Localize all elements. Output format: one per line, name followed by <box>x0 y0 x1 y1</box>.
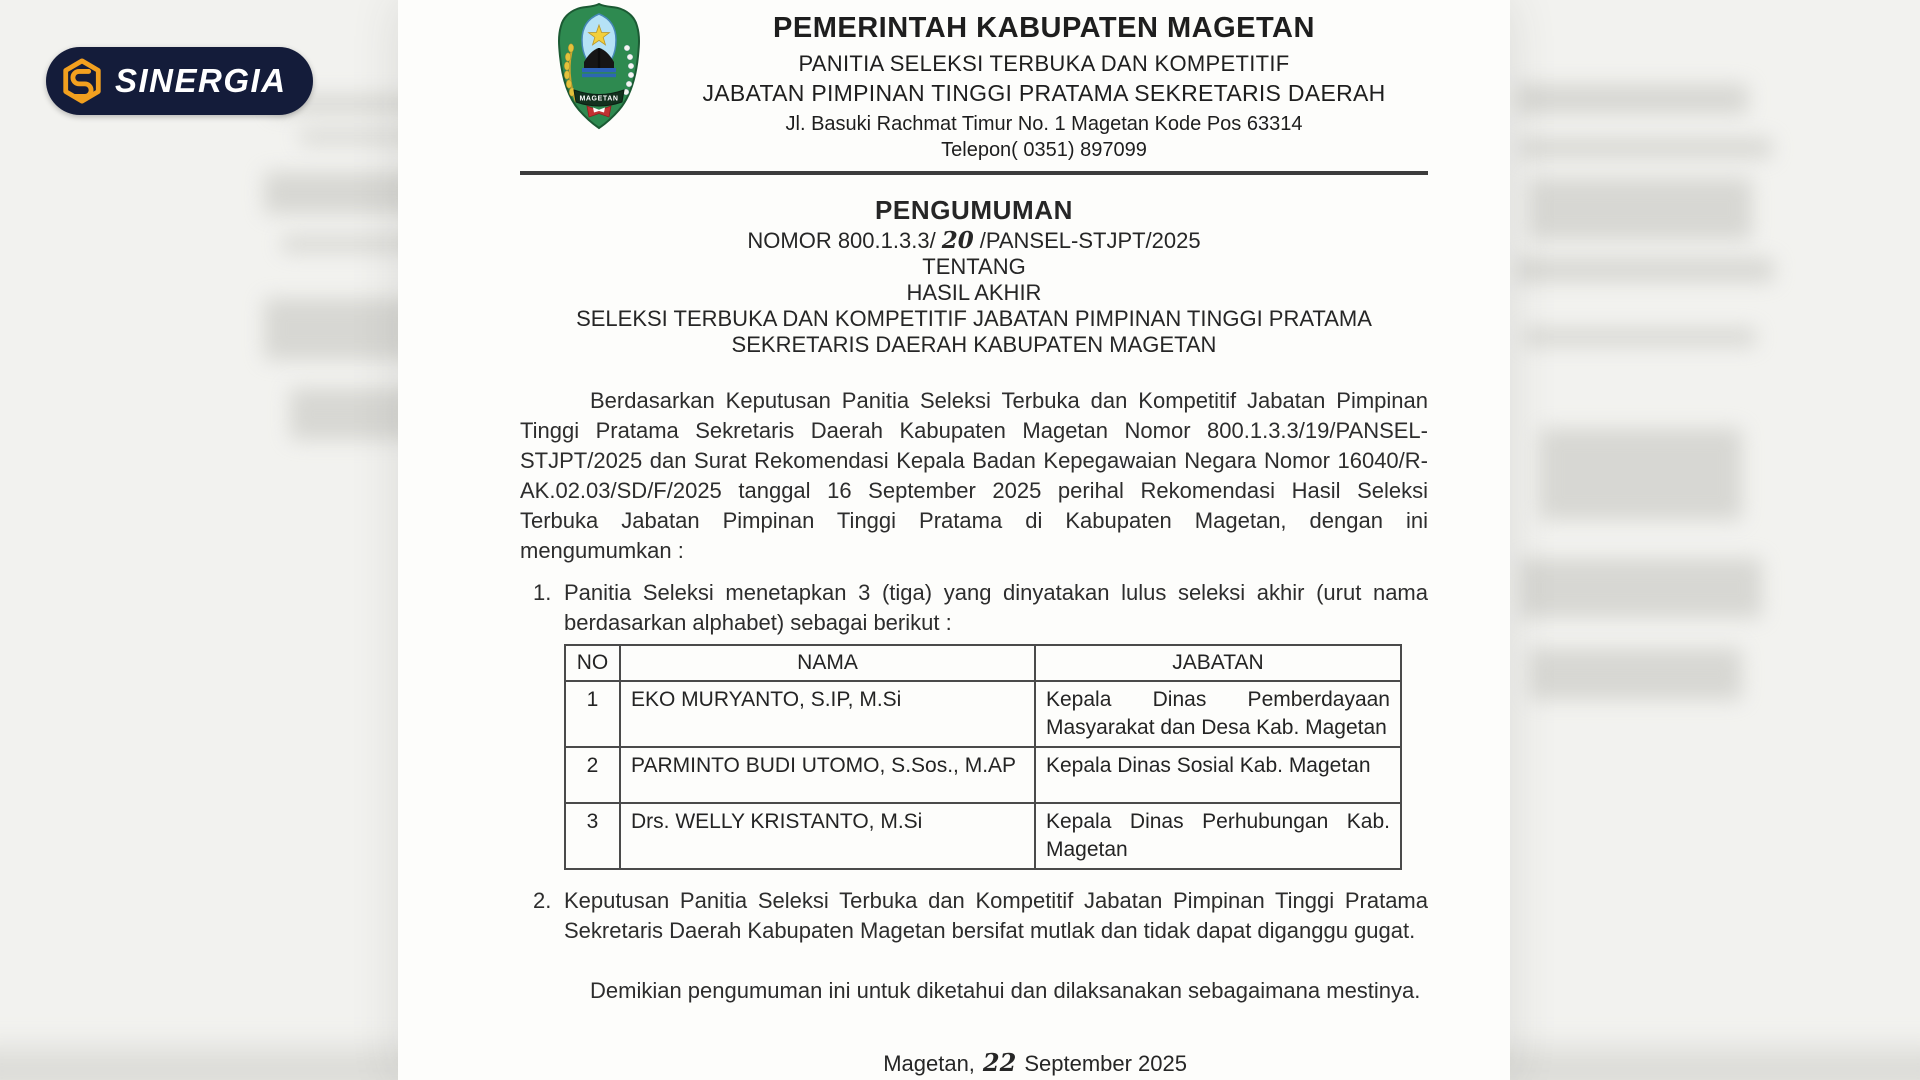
table-header-row <box>565 645 1401 681</box>
announcement-document <box>398 0 1510 1080</box>
tentang-line: TENTANG <box>922 254 1026 279</box>
place-date-line <box>520 1048 1428 1077</box>
number-handwritten: 20 <box>941 227 974 254</box>
number-suffix: /PANSEL-STJPT/2025 <box>979 228 1201 253</box>
cell-no: 3 <box>565 803 620 869</box>
letterhead-phone: Telepon( 0351) 897099 <box>941 139 1147 161</box>
sinergia-s-icon <box>59 58 105 104</box>
sinergia-logo <box>46 47 313 115</box>
list-item-1-text: Panitia Seleksi menetapkan 3 (tiga) yang dinyatakan lulus seleksi akhir (urut nama berdasarkan alphabet) sebagai berikut : <box>564 580 1428 635</box>
table-row <box>565 803 1401 869</box>
crest-banner-label: MAGETAN <box>579 95 619 103</box>
announcement-heading: PENGUMUMAN <box>874 195 1074 225</box>
cell-jabatan: Kepala Dinas Perhubungan Kab. Magetan <box>1035 803 1401 869</box>
letterhead-government-name: PEMERINTAH KABUPATEN MAGETAN <box>773 12 1315 44</box>
announcement-number-line <box>520 228 1428 254</box>
cell-nama: Drs. WELLY KRISTANTO, M.Si <box>620 803 1035 869</box>
sinergia-logo-text: SINERGIA <box>115 62 287 99</box>
subject-line-1: HASIL AKHIR <box>906 280 1042 305</box>
letterhead-divider <box>520 171 1428 175</box>
list-item-2-text: Keputusan Panitia Seleksi Terbuka dan Kompetitif Jabatan Pimpinan Tinggi Pratama Sekretaris Daerah Kabupaten Magetan bersifat mutlak dan tidak dapat diganggu gugat. <box>564 888 1428 943</box>
cell-no: 2 <box>565 747 620 803</box>
magetan-crest-emblem <box>548 2 650 130</box>
opening-paragraph: Berdasarkan Keputusan Panitia Seleksi Terbuka dan Kompetitif Jabatan Pimpinan Tinggi Pratama Sekretaris Daerah Kabupaten Magetan Nomor 800.1.3.3/19/PANSEL-STJPT/2025 dan Surat Rekomendasi Kepala Badan Kepegawaian Negara Nomor 16040/R-AK.02.03/SD/F/2025 tanggal 16 September 2025 perihal Rekomendasi Hasil Seleksi Terbuka Jabatan Pimpinan Tinggi Pratama di Kabupaten Magetan, dengan ini mengumumkan : <box>520 388 1428 563</box>
selection-results-table <box>564 644 1402 870</box>
list-item-2 <box>520 886 1428 946</box>
blur-fragment <box>1516 258 1774 282</box>
date-month-year: September 2025 <box>1024 1051 1187 1076</box>
number-prefix: NOMOR 800.1.3.3/ <box>747 228 936 253</box>
blur-fragment <box>1540 428 1742 520</box>
cell-nama: EKO MURYANTO, S.IP, M.Si <box>620 681 1035 747</box>
blur-fragment <box>1520 138 1772 158</box>
letterhead-address: Jl. Basuki Rachmat Timur No. 1 Magetan Kode Pos 63314 <box>785 113 1303 135</box>
blur-fragment <box>1530 648 1742 700</box>
letterhead-committee-line1: PANITIA SELEKSI TERBUKA DAN KOMPETITIF <box>798 51 1290 76</box>
letterhead-committee-line2: JABATAN PIMPINAN TINGGI PRATAMA SEKRETARIS DAERAH <box>702 80 1386 106</box>
letter-content <box>520 197 1428 1077</box>
blur-fragment <box>1530 178 1752 240</box>
list-item-2-marker: 2. <box>533 888 552 913</box>
table-row <box>565 681 1401 747</box>
subject-line-2: SELEKSI TERBUKA DAN KOMPETITIF JABATAN PIMPINAN TINGGI PRATAMA <box>576 306 1372 331</box>
cell-jabatan: Kepala Dinas Pemberdayaan Masyarakat dan Desa Kab. Magetan <box>1035 681 1401 747</box>
letterhead <box>398 0 1510 175</box>
list-item-1-marker: 1. <box>533 580 552 605</box>
blur-fragment <box>264 172 420 214</box>
subject-line-3: SEKRETARIS DAERAH KABUPATEN MAGETAN <box>731 332 1217 357</box>
table-header-nama: NAMA <box>620 645 1035 681</box>
blur-fragment <box>1524 328 1756 346</box>
cell-nama: PARMINTO BUDI UTOMO, S.Sos., M.AP <box>620 747 1035 803</box>
blur-fragment <box>264 298 416 360</box>
table-header-jabatan: JABATAN <box>1035 645 1401 681</box>
table-row <box>565 747 1401 803</box>
date-handwritten: 22 <box>982 1048 1017 1077</box>
table-header-no: NO <box>565 645 620 681</box>
cell-jabatan: Kepala Dinas Sosial Kab. Magetan <box>1035 747 1401 803</box>
list-item-1 <box>520 578 1428 874</box>
blur-fragment <box>1520 558 1762 618</box>
date-place: Magetan, <box>883 1051 975 1076</box>
closing-paragraph: Demikian pengumuman ini untuk diketahui dan dilaksanakan sebagaimana mestinya. <box>590 978 1421 1003</box>
blur-fragment <box>1516 84 1748 114</box>
cell-no: 1 <box>565 681 620 747</box>
title-block <box>520 197 1428 358</box>
letterhead-text <box>633 12 1455 162</box>
list-item-1-body <box>564 578 1428 874</box>
